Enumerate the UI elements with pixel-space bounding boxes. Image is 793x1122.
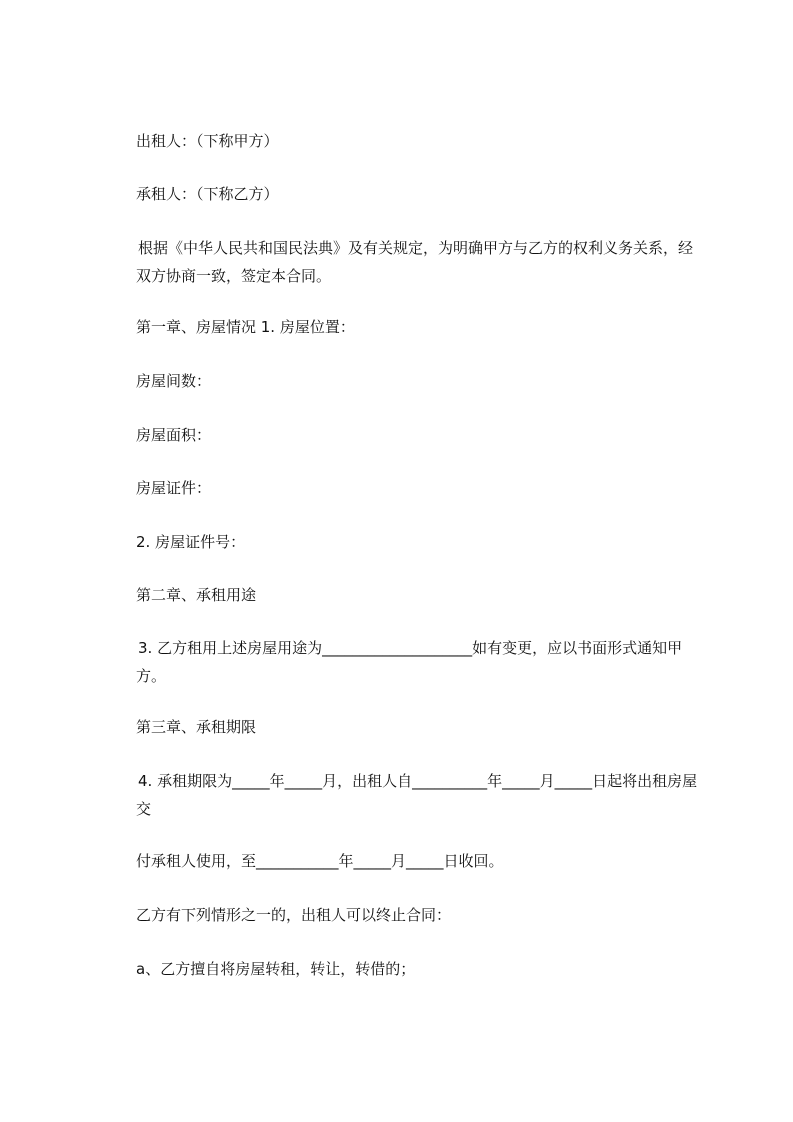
termination-intro: 乙方有下列情形之一的，出租人可以终止合同：: [136, 906, 452, 924]
room-count-line: 房屋间数：: [136, 372, 212, 390]
usage-clause: 3. 乙方租用上述房屋用途为____________________如有变更，应以书面形式通知甲方。: [136, 639, 683, 685]
preamble-paragraph: 根据《中华人民共和国民法典》及有关规定，为明确甲方与乙方的权利义务关系，经双方协商一致，签定本合同。: [136, 239, 694, 285]
return-clause: 付承租人使用，至___________年_____月_____日收回。: [136, 852, 504, 870]
lessor-line: 出租人：（下称甲方）: [136, 132, 279, 150]
chapter-1-heading: 第一章、房屋情况 1. 房屋位置：: [136, 318, 355, 336]
chapter-2-heading: 第二章、承租用途: [136, 586, 257, 604]
room-area-line: 房屋面积：: [136, 426, 212, 444]
certificate-number-line: 2. 房屋证件号：: [136, 533, 246, 551]
chapter-3-heading: 第三章、承租期限: [136, 718, 257, 736]
room-certificate-line: 房屋证件：: [136, 479, 212, 497]
lessee-line: 承租人：（下称乙方）: [136, 185, 279, 203]
term-clause: 4. 承租期限为_____年_____月，出租人自__________年_____月_____日起将出租房屋交: [136, 772, 698, 818]
termination-item-a: a、乙方擅自将房屋转租，转让，转借的；: [136, 960, 416, 978]
